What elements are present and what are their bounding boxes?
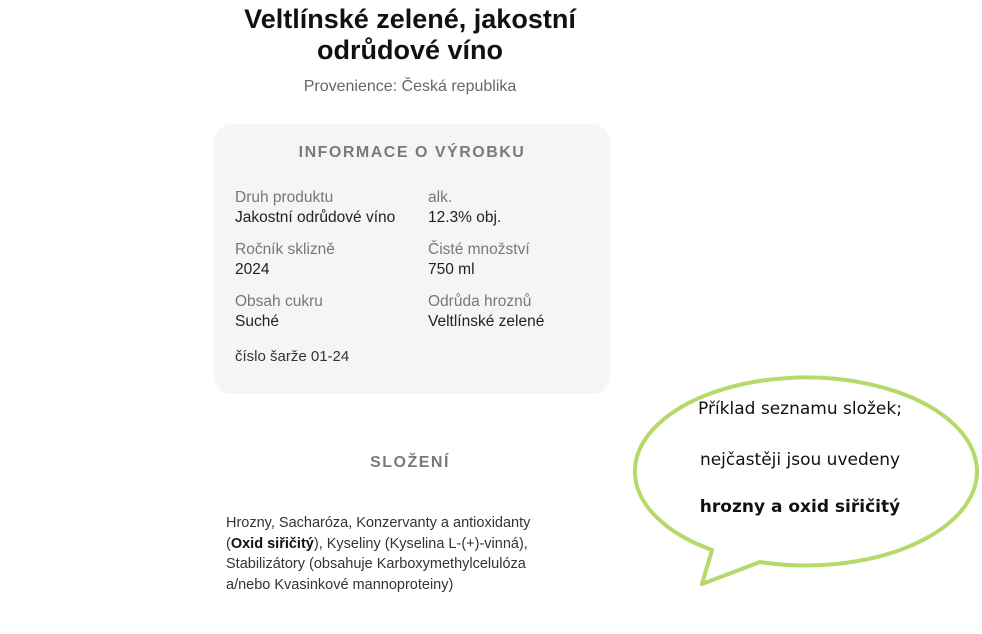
- field-label: Odrůda hroznů: [428, 293, 532, 310]
- composition-line4: a/nebo Kvasinkové mannoproteiny): [226, 576, 454, 593]
- batch-number: číslo šarže 01-24: [235, 348, 350, 365]
- product-info-card: [214, 124, 610, 394]
- composition-line2: [226, 534, 571, 555]
- field-label: Obsah cukru: [235, 293, 323, 310]
- field-vintage: [235, 240, 335, 280]
- product-title: [200, 4, 620, 66]
- callout-line2: nejčastěji jsou uvedeny: [699, 450, 901, 470]
- field-label: alk.: [428, 189, 453, 206]
- field-grape-variety: [428, 292, 544, 332]
- product-title-line2: odrůdové víno: [316, 35, 503, 65]
- composition-text: [226, 513, 571, 595]
- info-heading: INFORMACE O VÝROBKU: [298, 144, 526, 161]
- field-value: Jakostní odrůdové víno: [235, 209, 396, 226]
- field-value: 12.3% obj.: [428, 209, 502, 226]
- callout-line3: hrozny a oxid siřičitý: [699, 497, 901, 517]
- provenance-text: Provenience: Česká republika: [303, 78, 517, 95]
- field-label: Ročník sklizně: [235, 241, 335, 258]
- field-value: Suché: [235, 313, 279, 330]
- field-value: 2024: [235, 261, 270, 278]
- field-net-quantity: [428, 240, 530, 280]
- composition-line3: Stabilizátory (obsahuje Karboxymethylcelulóza: [226, 556, 526, 572]
- field-sugar-content: [235, 292, 323, 332]
- composition-line2-rest: ), Kyseliny (Kyselina L-(+)-vinná),: [313, 535, 528, 552]
- field-alcohol: [428, 188, 501, 228]
- product-title-line1: Veltlínské zelené, jakostní: [244, 4, 576, 34]
- callout-bubble: [620, 358, 982, 588]
- field-label: Druh produktu: [235, 189, 334, 206]
- field-product-type: [235, 188, 395, 228]
- composition-heading: SLOŽENÍ: [370, 454, 450, 471]
- field-value: 750 ml: [428, 261, 475, 278]
- composition-bold-sulfite: Oxid siřičitý: [230, 535, 314, 552]
- field-value: Veltlínské zelené: [428, 313, 545, 330]
- field-label: Čisté množství: [428, 241, 530, 258]
- composition-paren-open: (: [226, 535, 231, 552]
- composition-line1: Hrozny, Sacharóza, Konzervanty a antioxidanty: [226, 515, 531, 531]
- callout-line1: Příklad seznamu složek;: [698, 399, 902, 419]
